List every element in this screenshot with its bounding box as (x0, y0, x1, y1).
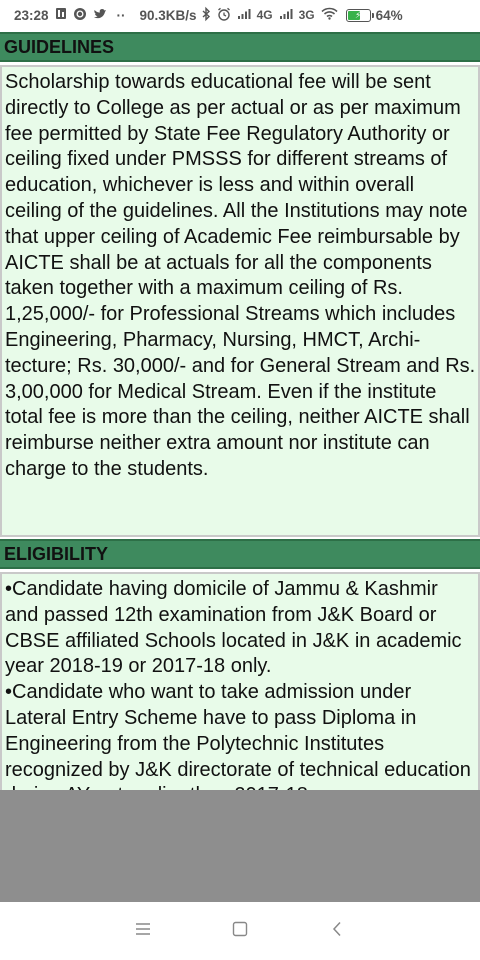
navigation-bar (0, 902, 480, 960)
eligibility-title: ELIGIBILITY (4, 543, 109, 564)
eligibility-body (0, 572, 480, 802)
network-3g-label: 3G (298, 8, 315, 22)
battery-icon: ⚡ (346, 9, 371, 22)
whatsapp-icon (73, 7, 87, 24)
network-speed: 90.3KB/s (139, 7, 197, 23)
status-bar (0, 0, 480, 30)
guidelines-header (0, 32, 480, 62)
twitter-icon (93, 8, 107, 23)
network-4g-label: 4G (256, 8, 273, 22)
empty-grey-area (0, 790, 480, 902)
eligibility-item: •Candidate who want to take admission under Lateral Entry Scheme have to pass Diploma in Engineering from the Polytechnic Institutes recognized by J&K directorate of technical education (5, 681, 471, 781)
guidelines-title: GUIDELINES (4, 36, 115, 57)
alarm-icon (217, 7, 231, 24)
guidelines-body (0, 65, 480, 537)
eligibility-item: •Candidate having domicile of Jammu & Kashmir and passed 12th examination from J&K Board or CBSE affiliated Schools located in J&K in academic year 2018-19 or 2017-18 only. (5, 578, 462, 678)
guidelines-text: Scholarship towards educational fee will be sent directly to College as per actual or as per maximum fee permitted by State Fee Regulatory Authority or ceiling fixed under PMSSS for different streams of education, whichever is less and within overall ceiling of the guidelines. All the Institutions may note that upper ceiling of Academic Fee reimbursable by AICTE shall be at actuals for all the components taken together with a maximum ceiling of Rs. 1,25,000/- for Professional Streams which includes Engineering, Pharmacy, Nursing, HMCT, Archi- tecture; Rs. 30,000/- and for General Stream and Rs. 3,00,000 for Medical Stream. Even if the institute total fee is more than the ceiling, neither AICTE shall reimburse neither extra amount nor institute can charge to the students. (5, 71, 476, 480)
status-dots: ·· (116, 7, 126, 23)
sim-icon (55, 7, 67, 23)
back-chevron-icon (331, 921, 343, 942)
back-button[interactable] (317, 911, 357, 951)
signal-icon (279, 8, 293, 23)
home-square-icon (232, 921, 248, 942)
status-time: 23:28 (14, 7, 49, 23)
scroll-content[interactable] (0, 30, 480, 790)
home-button[interactable] (220, 911, 260, 951)
menu-button[interactable] (123, 911, 163, 951)
bluetooth-icon (202, 7, 211, 24)
menu-icon (135, 922, 151, 941)
signal-icon (237, 8, 251, 23)
eligibility-header (0, 539, 480, 569)
wifi-icon (321, 7, 338, 23)
battery-percent: 64% (375, 7, 403, 23)
